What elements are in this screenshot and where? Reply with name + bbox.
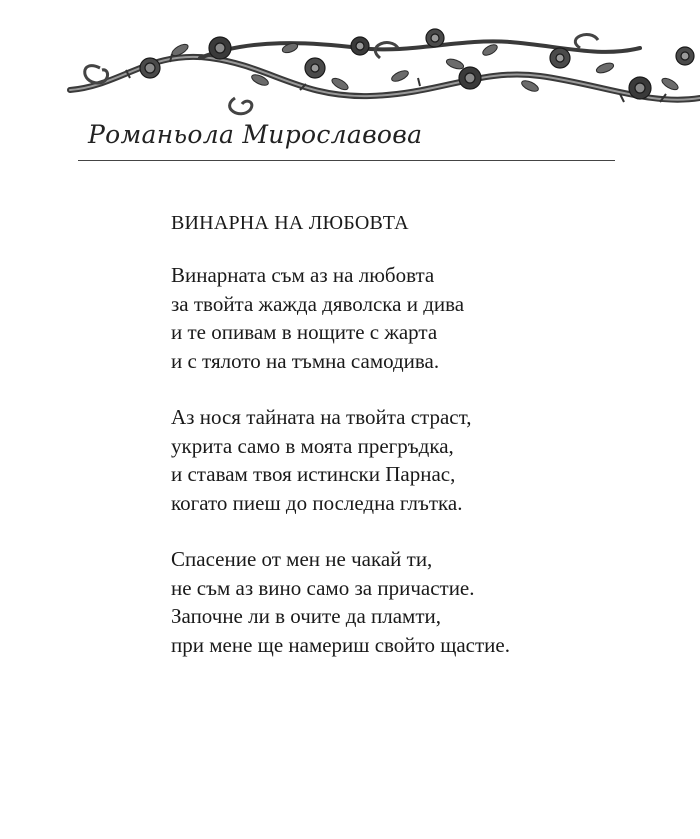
- poem-line: Аз нося тайната на твойта страст,: [171, 405, 472, 429]
- poem-line: за твойта жажда дяволска и дива: [171, 291, 465, 316]
- poem-line: когато пиеш до последна глътка.: [171, 490, 463, 515]
- poem-line: и с тялото на тъмна самодива.: [171, 348, 440, 373]
- poem-line: и те опивам в нощите с жарта: [171, 320, 438, 344]
- stanza-2: [171, 403, 651, 517]
- poem-line: Спасение от мен не чакай ти,: [171, 547, 433, 571]
- poem-title: ВИНАРНА НА ЛЮБОВТА: [171, 212, 409, 234]
- poem-line: при мене ще намериш свойто щастие.: [171, 632, 510, 657]
- poem: [171, 208, 651, 687]
- poem-line: Започне ли в очите да пламти,: [171, 604, 442, 628]
- author-name: Романьола Мирославова: [88, 120, 423, 149]
- poem-line: Винарната съм аз на любовта: [171, 263, 435, 287]
- poem-line: не съм аз вино само за причастие.: [171, 575, 475, 600]
- author-divider: [78, 160, 615, 161]
- poem-line: укрита само в моята прегръдка,: [171, 433, 454, 458]
- stanza-3: [171, 545, 651, 659]
- poem-line: и ставам твоя истински Парнас,: [171, 462, 456, 486]
- rose-vine-ornament-icon: [60, 28, 700, 123]
- stanza-1: [171, 261, 651, 375]
